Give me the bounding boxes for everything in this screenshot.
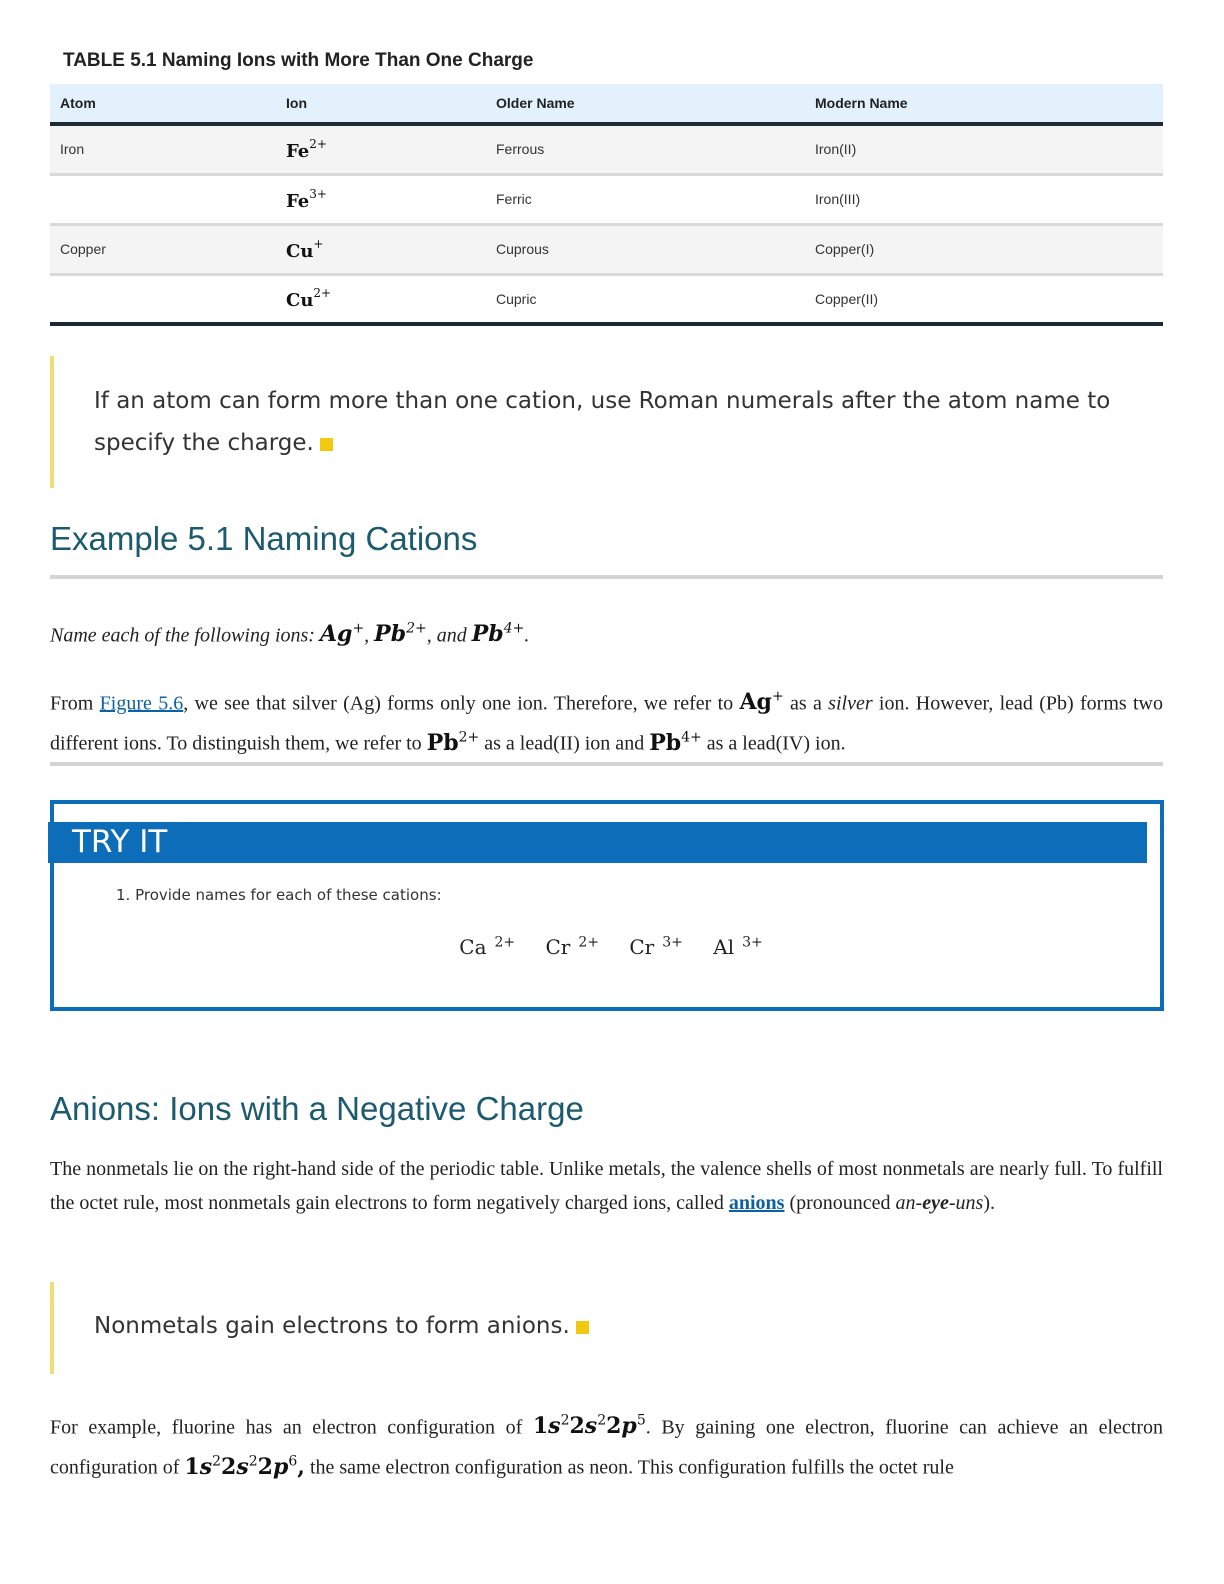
table-row bbox=[50, 274, 1163, 324]
table-caption: TABLE 5.1 Naming Ions with More Than One Charge bbox=[63, 50, 534, 71]
fluorine-configuration: $1s^22s^22p^5$ bbox=[532, 1413, 646, 1440]
table-header-row bbox=[50, 84, 1163, 124]
try-it-title: TRY IT bbox=[48, 822, 1147, 863]
try-it-box bbox=[50, 800, 1164, 1011]
cell-older-name: Cuprous bbox=[486, 224, 805, 274]
cell-modern-name: Iron(III) bbox=[805, 174, 1163, 224]
callout-text: If an atom can form more than one cation, use Roman numerals after the atom name to specify the charge. bbox=[94, 388, 1111, 456]
example-solution: From Figure 5.6, we see that silver (Ag) forms only one ion. Therefore, we refer to Ag+ as a silver ion. However, lead (Pb) forms two different ions. To distinguish them, we refer to $Pb^{2+}$ as a lead(II) ion and $Pb^{4+}$ as a lead(IV) ion. bbox=[50, 689, 1164, 756]
cell-modern-name: Iron(II) bbox=[805, 124, 1163, 174]
header-older-name: Older Name bbox=[486, 84, 805, 124]
section-divider bbox=[50, 762, 1163, 766]
cell-atom bbox=[50, 174, 276, 224]
example-heading: Example 5.1 Naming Cations bbox=[50, 520, 478, 557]
end-of-point-square-icon bbox=[320, 438, 333, 451]
fluorine-paragraph: For example, fluorine has an electron configuration of $1s^22s^22p^5$. By gaining one electron, fluorine can achieve an electron configuration of $1s^22s^22p^6$, the same electron configuration as neon. This configuration fulfills the octet rule bbox=[50, 1413, 1164, 1480]
cation-item: Cr $^{2+}$ bbox=[545, 934, 600, 959]
table-row bbox=[50, 124, 1163, 174]
cell-older-name: Cupric bbox=[486, 274, 805, 324]
try-it-question: 1. Provide names for each of these cations: bbox=[116, 886, 442, 904]
anions-callout bbox=[50, 1282, 1163, 1374]
cell-ion: $Fe^{3+}$ bbox=[276, 174, 486, 224]
key-point-callout bbox=[50, 356, 1163, 488]
example-prompt: Name each of the following ions: Ag+, $Pb^{2+}$, and $Pb^{4+}$. bbox=[50, 621, 530, 648]
anions-paragraph: The nonmetals lie on the right-hand side of the periodic table. Unlike metals, the valence shells of most nonmetals are nearly full. To fulfill the octet rule, most nonmetals gain electrons to form negatively charged ions, called anions (pronounced an-eye-uns). bbox=[50, 1158, 1163, 1214]
cell-atom: Iron bbox=[50, 124, 276, 174]
header-modern-name: Modern Name bbox=[805, 84, 1163, 124]
table-row bbox=[50, 224, 1163, 274]
anions-heading: Anions: Ions with a Negative Charge bbox=[50, 1090, 584, 1127]
callout-text: Nonmetals gain electrons to form anions. bbox=[94, 1313, 570, 1339]
cell-modern-name: Copper(II) bbox=[805, 274, 1163, 324]
table-row bbox=[50, 174, 1163, 224]
anions-glossary-link[interactable]: anions bbox=[728, 1192, 785, 1214]
cell-atom: Copper bbox=[50, 224, 276, 274]
end-of-point-square-icon bbox=[576, 1321, 589, 1334]
cation-list bbox=[54, 934, 1160, 959]
cation-item: Cr $^{3+}$ bbox=[629, 934, 683, 959]
figure-5-6-link[interactable]: Figure 5.6 bbox=[99, 692, 184, 715]
cell-ion: $Cu^{2+}$ bbox=[276, 274, 486, 324]
cell-ion: Cu+ bbox=[276, 224, 486, 274]
cell-modern-name: Copper(I) bbox=[805, 224, 1163, 274]
neon-configuration: $1s^22s^22p^6$, bbox=[184, 1453, 305, 1480]
header-atom: Atom bbox=[50, 84, 276, 124]
cation-item: Ca $^{2+}$ bbox=[459, 934, 516, 959]
cation-item: Al $^{3+}$ bbox=[713, 934, 763, 959]
section-divider bbox=[50, 575, 1163, 579]
cell-atom bbox=[50, 274, 276, 324]
cell-ion: $Fe^{2+}$ bbox=[276, 124, 486, 174]
header-ion: Ion bbox=[276, 84, 486, 124]
cell-older-name: Ferric bbox=[486, 174, 805, 224]
cell-older-name: Ferrous bbox=[486, 124, 805, 174]
ion-naming-table bbox=[50, 84, 1163, 326]
